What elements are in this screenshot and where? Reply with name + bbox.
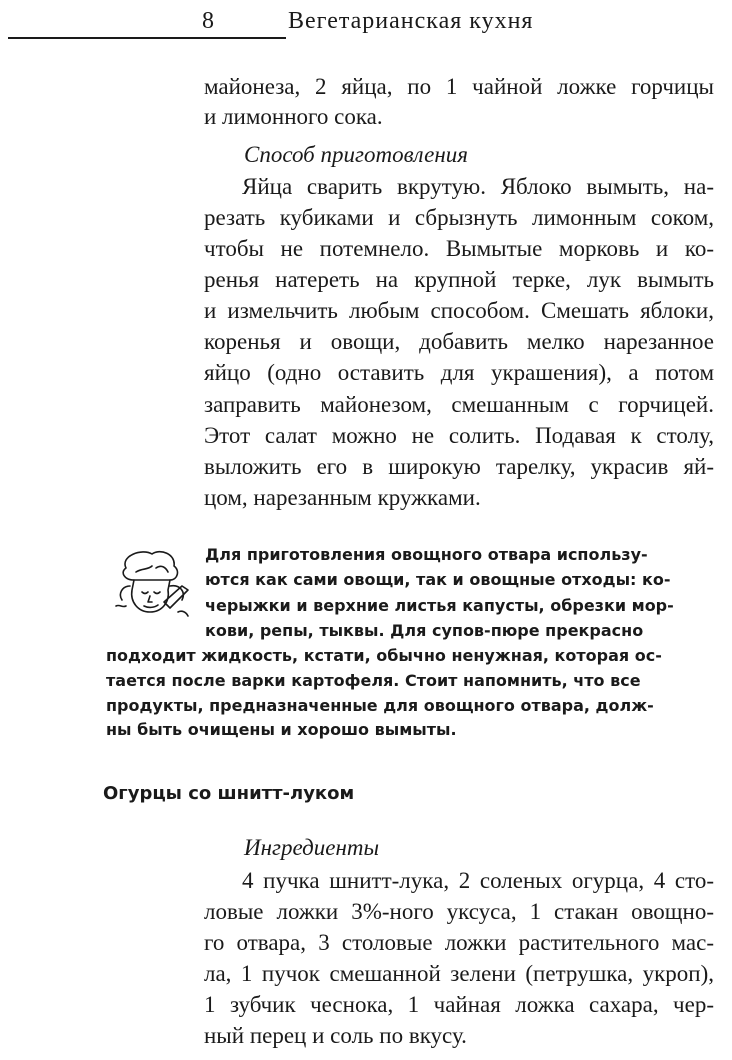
method-line: заправить майонезом, смешанным с горчицей.	[204, 392, 714, 417]
header-rule	[8, 37, 286, 39]
method-line: яйцо (одно оставить для украшения), а потом	[204, 360, 714, 385]
method-line: Этот салат можно не солить. Подавая к столу,	[204, 423, 714, 448]
ingredients-line: го отвара, 3 столовые ложки растительного мас-	[204, 930, 714, 955]
method-line: чтобы не потемнело. Вымытые морковь и ко-	[204, 236, 714, 261]
method-line: Яйца сварить вкрутую. Яблоко вымыть, на-	[242, 174, 714, 199]
note-line: продукты, предназначенные для овощного отвара, долж-	[106, 696, 654, 715]
note-line: черыжки и верхние листья капусты, обрезки мор-	[205, 596, 674, 615]
ingredients-line: 1 зубчик чеснока, 1 чайная ложка сахара, чер-	[204, 992, 714, 1017]
note-line: Для приготовления овощного отвара использу-	[205, 545, 648, 564]
page-number: 8	[202, 8, 214, 34]
chef-illustration-icon	[108, 546, 194, 622]
note-line: подходит жидкость, кстати, обычно ненужная, которая ос-	[106, 646, 662, 665]
note-line: ются как сами овощи, так и овощные отходы: ко-	[205, 570, 671, 589]
method-heading: Способ приготовления	[244, 142, 468, 167]
method-line: коренья и овощи, добавить мелко нарезанное	[204, 329, 714, 354]
method-line: резать кубиками и сбрызнуть лимонным соком,	[204, 205, 714, 230]
method-line: ренья натереть на крупной терке, лук вымыть	[204, 267, 714, 292]
method-line: цом, нарезанным кружками.	[204, 485, 481, 510]
note-line: ны быть очищены и хорошо вымыты.	[106, 720, 457, 739]
ingredients-line: 4 пучка шнитт-лука, 2 соленых огурца, 4 сто-	[242, 868, 714, 893]
note-line: кови, репы, тыквы. Для супов-пюре прекрасно	[205, 621, 644, 640]
ingredients-line: ный перец и соль по вкусу.	[204, 1023, 467, 1048]
recipe-title: Огурцы со шнитт-луком	[103, 783, 355, 804]
note-line: тается после варки картофеля. Стоит напомнить, что все	[106, 671, 641, 690]
running-title: Вегетарианская кухня	[288, 8, 534, 34]
ingredients-line: и лимонного сока.	[204, 104, 383, 129]
method-line: и измельчить любым способом. Смешать яблоки,	[204, 298, 714, 323]
method-line: выложить его в широкую тарелку, украсив яй-	[204, 454, 714, 479]
ingredients-heading: Ингредиенты	[244, 835, 380, 860]
ingredients-line: ла, 1 пучок смешанной зелени (петрушка, укроп),	[204, 961, 714, 986]
ingredients-line: ловые ложки 3%-ного уксуса, 1 стакан овощно-	[204, 899, 714, 924]
ingredients-line: майонеза, 2 яйца, по 1 чайной ложке горчицы	[204, 74, 714, 99]
